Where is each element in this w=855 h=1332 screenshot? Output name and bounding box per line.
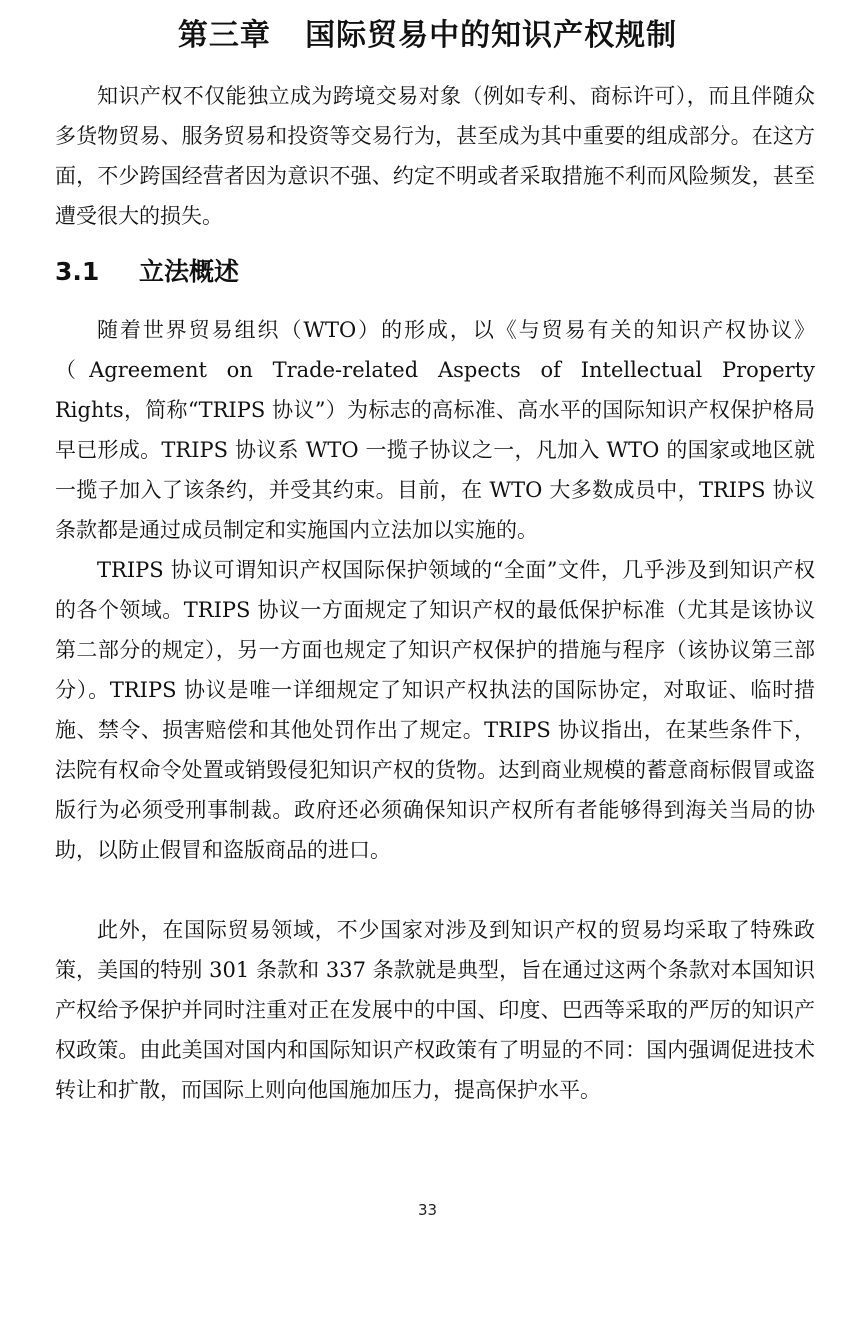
intro-paragraph: 知识产权不仅能独立成为跨境交易对象（例如专利、商标许可），而且伴随众多货物贸易、服务贸易和投资等交易行为，甚至成为其中重要的组成部分。在这方面，不少跨国经营者因为意识不强、约定不明或者采取措施不利而风险频发，甚至遭受很大的损失。	[55, 84, 815, 228]
section-heading	[55, 252, 239, 292]
section-paragraph-trips: TRIPS 协议可谓知识产权国际保护领域的“全面”文件，几乎涉及到知识产权的各个领域。TRIPS 协议一方面规定了知识产权的最低保护标准（尤其是该协议第二部分的规定），另一方面也规定了知识产权保护的措施与程序（该协议第三部分）。TRIPS 协议是唯一详细规定了知识产权执法的国际协定，对取证、临时措施、禁令、损害赔偿和其他处罚作出了规定。TRIPS 协议指出，在某些条件下，法院有权命令处置或销毁侵犯知识产权的货物。达到商业规模的蓄意商标假冒或盗版行为必须受刑事制裁。政府还必须确保知识产权所有者能够得到海关当局的协助，以防止假冒和盗版商品的进口。	[55, 558, 815, 862]
section-title: 立法概述	[139, 257, 240, 286]
section-number: 3.1	[55, 257, 100, 286]
chapter-title: 第三章 国际贸易中的知识产权规制	[177, 18, 678, 53]
section-paragraph-wto: 随着世界贸易组织（WTO）的形成，以《与贸易有关的知识产权协议》（Agreement on Trade-related Aspects of Intellectual Property Rights，简称“TRIPS 协议”）为标志的高标准、高水平的国际知识产权保护格局早已形成。TRIPS 协议系 WTO 一揽子协议之一，凡加入 WTO 的国家或地区就一揽子加入了该条约，并受其约束。目前，在 WTO 大多数成员中，TRIPS 协议条款都是通过成员制定和实施国内立法加以实施的。	[55, 318, 815, 542]
page-number: 33	[417, 1201, 438, 1219]
section-paragraph-us-policy: 此外，在国际贸易领域，不少国家对涉及到知识产权的贸易均采取了特殊政策，美国的特别 301 条款和 337 条款就是典型，旨在通过这两个条款对本国知识产权给予保护并同时注重对正在发展中的中国、印度、巴西等采取的严厉的知识产权政策。由此美国对国内和国际知识产权政策有了明显的不同：国内强调促进技术转让和扩散，而国际上则向他国施加压力，提高保护水平。	[55, 918, 815, 1102]
